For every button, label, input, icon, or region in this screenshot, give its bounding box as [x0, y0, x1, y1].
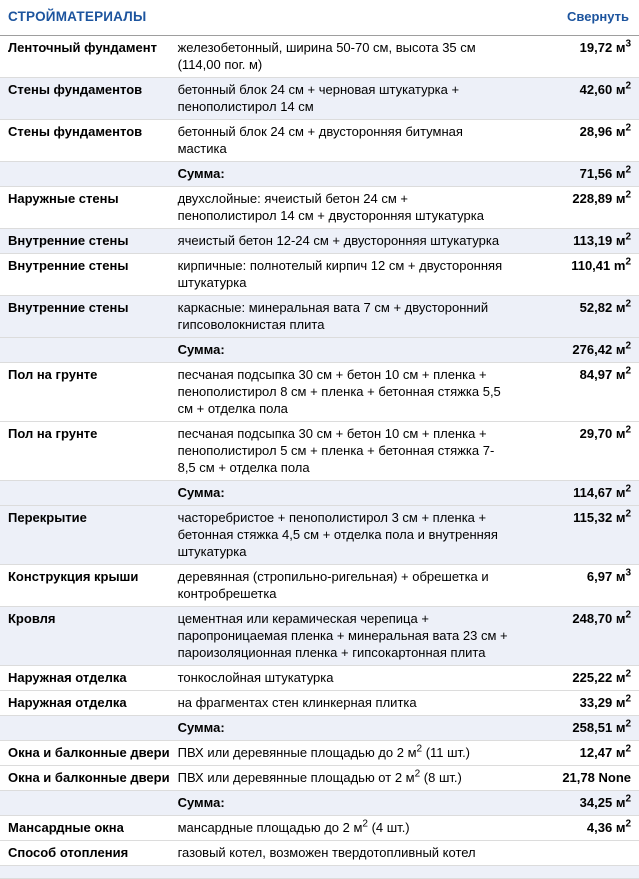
sum-label	[174, 791, 521, 816]
value-number: 110,41	[571, 258, 611, 273]
value-unit: м	[615, 82, 626, 97]
description-text: бетонный блок 24 см + черновая штукатурка + пенополистирол 14 см	[177, 82, 460, 114]
row-description	[174, 691, 521, 716]
row-label: Ленточный фундамент	[8, 40, 157, 55]
value-number: 6,97	[586, 569, 613, 584]
row-label: Внутренние стены	[8, 300, 129, 315]
table-row	[0, 691, 639, 716]
value-unit: м	[615, 695, 626, 710]
row-value	[521, 666, 639, 691]
value-number: 276,42	[572, 342, 613, 357]
sum-label	[174, 481, 521, 506]
value-unit: м	[615, 124, 626, 139]
row-description	[174, 187, 521, 229]
row-value	[521, 78, 639, 120]
table-row	[0, 229, 639, 254]
value-unit: м	[615, 611, 626, 626]
description-text: песчаная подсыпка 30 см + бетон 10 см + пленка + пенополистирол 8 см + пленка + бетонная стяжка 5,5 см + отделка пола	[177, 367, 501, 416]
row-label: Наружная отделка	[8, 670, 127, 685]
row-label	[0, 162, 174, 187]
row-label: Стены фундаментов	[8, 82, 143, 97]
table-row	[0, 254, 639, 296]
table-row	[0, 565, 639, 607]
row-label: Перекрытие	[8, 510, 87, 525]
row-description	[174, 841, 521, 866]
value-unit: м	[615, 795, 626, 810]
value-unit: м	[615, 426, 626, 441]
description-text: мансардные площадью до 2 м	[177, 820, 363, 835]
table-row	[0, 741, 639, 766]
row-label: Наружные стены	[8, 191, 119, 206]
value-unit: м	[615, 820, 626, 835]
value-unit: м	[615, 670, 626, 685]
description-text: (4 шт.)	[367, 820, 410, 835]
value-number: 258,51	[572, 720, 613, 735]
description-text: цементная или керамическая черепица + паропроницаемая пленка + минеральная вата 23 см + пароизоляционная пленка + гипсокартонная плита	[177, 611, 508, 660]
description-text: ПВХ или деревянные площадью до 2 м	[177, 745, 417, 760]
row-value	[521, 766, 639, 791]
value-unit: м	[615, 720, 626, 735]
description-text: каркасные: минеральная вата 7 см + двусторонний гипсоволокнистая плита	[177, 300, 489, 332]
description-text: тонкослойная штукатурка	[177, 670, 334, 685]
value-number: 248,70	[572, 611, 613, 626]
unit-superscript: 2	[625, 508, 631, 520]
row-value	[521, 841, 639, 866]
unit-superscript: 2	[625, 365, 631, 377]
row-value	[521, 816, 639, 841]
value-number: 21,78	[562, 770, 595, 785]
row-value	[521, 36, 639, 78]
description-superscript: 2	[416, 743, 423, 755]
table-footer-strip	[0, 866, 639, 879]
value-unit: м	[615, 166, 626, 181]
description-text: ячеистый бетон 12-24 см + двусторонняя штукатурка	[177, 233, 500, 248]
unit-superscript: 2	[625, 668, 631, 680]
row-description	[174, 363, 521, 422]
row-value	[521, 120, 639, 162]
row-description	[174, 78, 521, 120]
row-value	[521, 338, 639, 363]
value-unit: м	[615, 40, 626, 55]
page-title: СТРОЙМАТЕРИАЛЫ	[8, 9, 147, 24]
description-superscript: 2	[414, 768, 421, 780]
description-text: железобетонный, ширина 50-70 см, высота 35 см (114,00 пог. м)	[177, 40, 476, 72]
value-number: 228,89	[572, 191, 613, 206]
row-label	[0, 716, 174, 741]
value-number: 33,29	[579, 695, 613, 710]
value-number: 19,72	[579, 40, 613, 55]
row-label: Кровля	[8, 611, 56, 626]
sum-row	[0, 338, 639, 363]
value-number: 84,97	[579, 367, 613, 382]
table-row	[0, 506, 639, 565]
value-unit: м	[615, 300, 626, 315]
unit-superscript: 2	[625, 189, 631, 201]
value-number: 115,32	[573, 510, 613, 525]
row-value	[521, 481, 639, 506]
row-description	[174, 816, 521, 841]
sum-row	[0, 162, 639, 187]
row-description	[174, 766, 521, 791]
sum-row	[0, 716, 639, 741]
row-label: Пол на грунте	[8, 426, 98, 441]
description-text: Сумма:	[177, 720, 225, 735]
description-text: бетонный блок 24 см + двусторонняя битумная мастика	[177, 124, 463, 156]
row-value	[521, 162, 639, 187]
table-row	[0, 816, 639, 841]
value-unit: м	[615, 745, 626, 760]
unit-superscript: 2	[625, 164, 631, 176]
row-description	[174, 422, 521, 481]
row-description	[174, 607, 521, 666]
unit-superscript: 2	[625, 718, 631, 730]
row-value	[521, 422, 639, 481]
row-label: Внутренние стены	[8, 258, 129, 273]
row-label	[0, 791, 174, 816]
table-row	[0, 78, 639, 120]
value-unit: м	[615, 367, 626, 382]
value-number: 71,56	[579, 166, 613, 181]
row-value	[521, 565, 639, 607]
value-number: 12,47	[579, 745, 613, 760]
value-number: 113,19	[573, 233, 613, 248]
value-unit: None	[598, 770, 631, 785]
unit-superscript: 2	[625, 483, 631, 495]
value-unit: м	[615, 569, 626, 584]
value-unit: м	[615, 510, 626, 525]
description-text: ПВХ или деревянные площадью от 2 м	[177, 770, 415, 785]
value-unit: м	[615, 191, 626, 206]
value-unit: м	[615, 233, 626, 248]
row-label: Наружная отделка	[8, 695, 127, 710]
row-value	[521, 716, 639, 741]
row-value	[521, 607, 639, 666]
unit-superscript: 2	[625, 122, 631, 134]
row-label	[0, 481, 174, 506]
materials-table	[0, 35, 639, 866]
row-label: Стены фундаментов	[8, 124, 143, 139]
page-header	[0, 0, 639, 35]
table-row	[0, 666, 639, 691]
value-number: 114,67	[573, 485, 613, 500]
row-description	[174, 506, 521, 565]
sum-row	[0, 481, 639, 506]
row-value	[521, 229, 639, 254]
description-text: Сумма:	[177, 166, 225, 181]
value-number: 29,70	[579, 426, 613, 441]
table-row	[0, 607, 639, 666]
row-label: Способ отопления	[8, 845, 129, 860]
sum-label	[174, 162, 521, 187]
row-value	[521, 506, 639, 565]
description-text: (8 шт.)	[420, 770, 462, 785]
unit-superscript: 2	[625, 231, 631, 243]
description-superscript: 2	[362, 818, 368, 830]
row-value	[521, 791, 639, 816]
description-text: (11 шт.)	[422, 745, 471, 760]
unit-superscript: 2	[625, 743, 631, 755]
description-text: кирпичные: полнотелый кирпич 12 см + двусторонняя штукатурка	[177, 258, 503, 290]
value-unit: м	[615, 485, 626, 500]
row-description	[174, 565, 521, 607]
description-text: газовый котел, возможен твердотопливный котел	[177, 845, 476, 860]
table-row	[0, 36, 639, 78]
unit-superscript: 2	[625, 340, 631, 352]
row-label: Мансардные окна	[8, 820, 124, 835]
unit-superscript: 2	[625, 793, 631, 805]
row-value	[521, 363, 639, 422]
value-unit: м	[615, 342, 626, 357]
table-row	[0, 841, 639, 866]
value-number: 52,82	[579, 300, 613, 315]
table-row	[0, 363, 639, 422]
unit-superscript: 3	[625, 38, 631, 50]
unit-superscript: 2	[625, 256, 631, 268]
row-label: Пол на грунте	[8, 367, 98, 382]
row-description	[174, 229, 521, 254]
table-row	[0, 422, 639, 481]
row-value	[521, 254, 639, 296]
value-number: 225,22	[572, 670, 613, 685]
table-row	[0, 120, 639, 162]
row-value	[521, 187, 639, 229]
value-number: 42,60	[579, 82, 613, 97]
sum-row	[0, 791, 639, 816]
value-number: 34,25	[579, 795, 613, 810]
table-row	[0, 296, 639, 338]
row-description	[174, 254, 521, 296]
unit-superscript: 2	[625, 80, 631, 92]
description-text: двухслойные: ячеистый бетон 24 см + пенополистирол 14 см + двусторонняя штукатурка	[177, 191, 484, 223]
description-text: Сумма:	[177, 342, 225, 357]
row-value	[521, 691, 639, 716]
sum-label	[174, 716, 521, 741]
description-text: часторебристое + пенополистирол 3 см + пленка + бетонная стяжка 4,5 см + отделка пола и внутренняя штукатурка	[177, 510, 498, 559]
value-number: 28,96	[579, 124, 613, 139]
unit-superscript: 2	[625, 298, 631, 310]
row-value	[521, 741, 639, 766]
row-value	[521, 296, 639, 338]
description-text: на фрагментах стен клинкерная плитка	[177, 695, 417, 710]
row-description	[174, 296, 521, 338]
row-label: Окна и балконные двери	[8, 770, 170, 785]
row-label	[0, 338, 174, 363]
collapse-link[interactable]: Свернуть	[567, 9, 629, 24]
unit-superscript: 2	[625, 609, 631, 621]
value-unit: m	[613, 258, 626, 273]
description-text: Сумма:	[177, 485, 225, 500]
unit-superscript: 3	[625, 567, 631, 579]
row-description	[174, 36, 521, 78]
row-description	[174, 741, 521, 766]
sum-label	[174, 338, 521, 363]
value-number: 4,36	[586, 820, 613, 835]
description-text: Сумма:	[177, 795, 225, 810]
row-description	[174, 666, 521, 691]
unit-superscript: 2	[625, 424, 631, 436]
table-row	[0, 187, 639, 229]
row-label: Внутренние стены	[8, 233, 129, 248]
unit-superscript: 2	[625, 693, 631, 705]
row-description	[174, 120, 521, 162]
row-label: Конструкция крыши	[8, 569, 139, 584]
description-text: деревянная (стропильно-ригельная) + обрешетка и контробрешетка	[177, 569, 489, 601]
materials-table-body	[0, 36, 639, 866]
unit-superscript: 2	[625, 818, 631, 830]
description-text: песчаная подсыпка 30 см + бетон 10 см + пленка + пенополистирол 5 см + пленка + бетонная стяжка 7-8,5 см + отделка пола	[177, 426, 495, 475]
row-label: Окна и балконные двери	[8, 745, 170, 760]
table-row	[0, 766, 639, 791]
